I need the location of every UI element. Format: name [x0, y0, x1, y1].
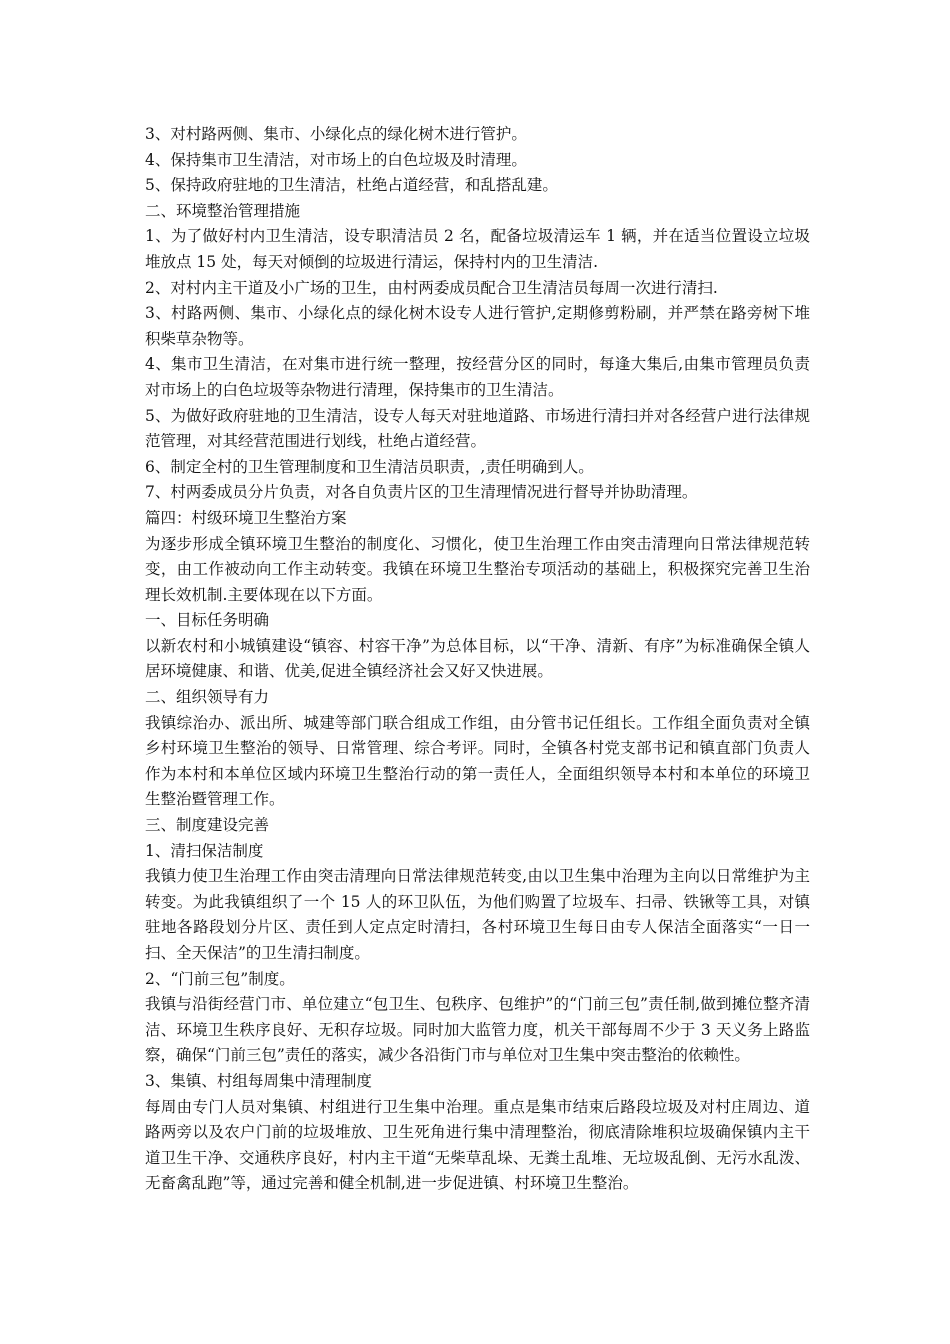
paragraph: 5、保持政府驻地的卫生清洁，杜绝占道经营，和乱搭乱建。	[145, 176, 558, 195]
paragraph: 4、集市卫生清洁，在对集市进行统一整理，按经营分区的同时，每逢大集后,由集市管理员负责对市场上的白色垃圾等杂物进行清理，保持集市的卫生清洁。	[145, 355, 810, 399]
paragraph: 4、保持集市卫生清洁，对市场上的白色垃圾及时清理。	[145, 150, 527, 169]
document-page	[145, 122, 810, 1197]
paragraph: 2、对村内主干道及小广场的卫生，由村两委成员配合卫生清洁员每周一次进行清扫.	[145, 278, 718, 297]
paragraph: 我镇综治办、派出所、城建等部门联合组成工作组，由分管书记任组长。工作组全面负责对全镇乡村环境卫生整治的领导、日常管理、综合考评。同时，全镇各村党支部书记和镇直部门负责人作为本村和本单位区域内环境卫生整治行动的第一责任人，全面组织领导本村和本单位的环境卫生整治暨管理工作。	[145, 713, 810, 809]
paragraph: 3、村路两侧、集市、小绿化点的绿化树木设专人进行管护,定期修剪粉刷，并严禁在路旁树下堆积柴草杂物等。	[145, 304, 810, 348]
paragraph: 1、为了做好村内卫生清洁，设专职清洁员 2 名，配备垃圾清运车 1 辆，并在适当位置设立垃圾堆放点 15 处，每天对倾倒的垃圾进行清运，保持村内的卫生清洁.	[145, 227, 810, 271]
paragraph: 以新农村和小城镇建设“镇容、村容干净”为总体目标，以“干净、清新、有序”为标准确保全镇人居环境健康、和谐、优美,促进全镇经济社会又好又快进展。	[145, 636, 810, 681]
paragraph: 6、制定全村的卫生管理制度和卫生清洁员职责，,责任明确到人。	[145, 457, 594, 476]
paragraph: 3、对村路两侧、集市、小绿化点的绿化树木进行管护。	[145, 125, 527, 143]
section-heading: 三、制度建设完善	[145, 816, 270, 835]
paragraph: 5、为做好政府驻地的卫生清洁，设专人每天对驻地道路、市场进行清扫并对各经营户进行法律规范管理，对其经营范围进行划线，杜绝占道经营。	[145, 406, 810, 451]
section-heading: 二、组织领导有力	[145, 688, 270, 707]
section-heading: 一、目标任务明确	[145, 611, 270, 630]
paragraph: 为逐步形成全镇环境卫生整治的制度化、习惯化，使卫生治理工作由突击清理向日常法律规范转变，由工作被动向工作主动转变。我镇在环境卫生整治专项活动的基础上，积极探究完善卫生治理长效机制.主要体现在以下方面。	[145, 534, 810, 604]
chapter-title: 篇四：村级环境卫生整治方案	[145, 508, 347, 527]
subsection-heading: 3、集镇、村组每周集中清理制度	[145, 1071, 372, 1090]
paragraph: 我镇与沿街经营门市、单位建立“包卫生、包秩序、包维护”的“门前三包”责任制,做到摊位整齐清洁、环境卫生秩序良好、无积存垃圾。同时加大监管力度，机关干部每周不少于 3 天义务上路监察，确保“门前三包”责任的落实，减少各沿街门市与单位对卫生集中突击整治的依赖性。	[145, 995, 810, 1065]
subsection-heading: 1、清扫保洁制度	[145, 841, 264, 860]
section-heading: 二、环境整治管理措施	[145, 201, 301, 220]
paragraph: 每周由专门人员对集镇、村组进行卫生集中治理。重点是集市结束后路段垃圾及对村庄周边、道路两旁以及农户门前的垃圾堆放、卫生死角进行集中清理整治，彻底清除堆积垃圾确保镇内主干道卫生干净、交通秩序良好，村内主干道“无柴草乱垛、无粪土乱堆、无垃圾乱倒、无污水乱泼、无畜禽乱跑”等，通过完善和健全机制,进一步促进镇、村环境卫生整治。	[145, 1097, 810, 1193]
paragraph: 我镇力使卫生治理工作由突击清理向日常法律规范转变,由以卫生集中治理为主向以日常维护为主转变。为此我镇组织了一个 15 人的环卫队伍，为他们购置了垃圾车、扫帚、铁锹等工具，对镇驻地各路段划分片区、责任到人定点定时清扫，各村环境卫生每日由专人保洁全面落实“一日一扫、全天保洁”的卫生清扫制度。	[145, 867, 810, 962]
subsection-heading: 2、“门前三包”制度。	[145, 969, 295, 988]
paragraph: 7、村两委成员分片负责，对各自负责片区的卫生清理情况进行督导并协助清理。	[145, 483, 698, 502]
